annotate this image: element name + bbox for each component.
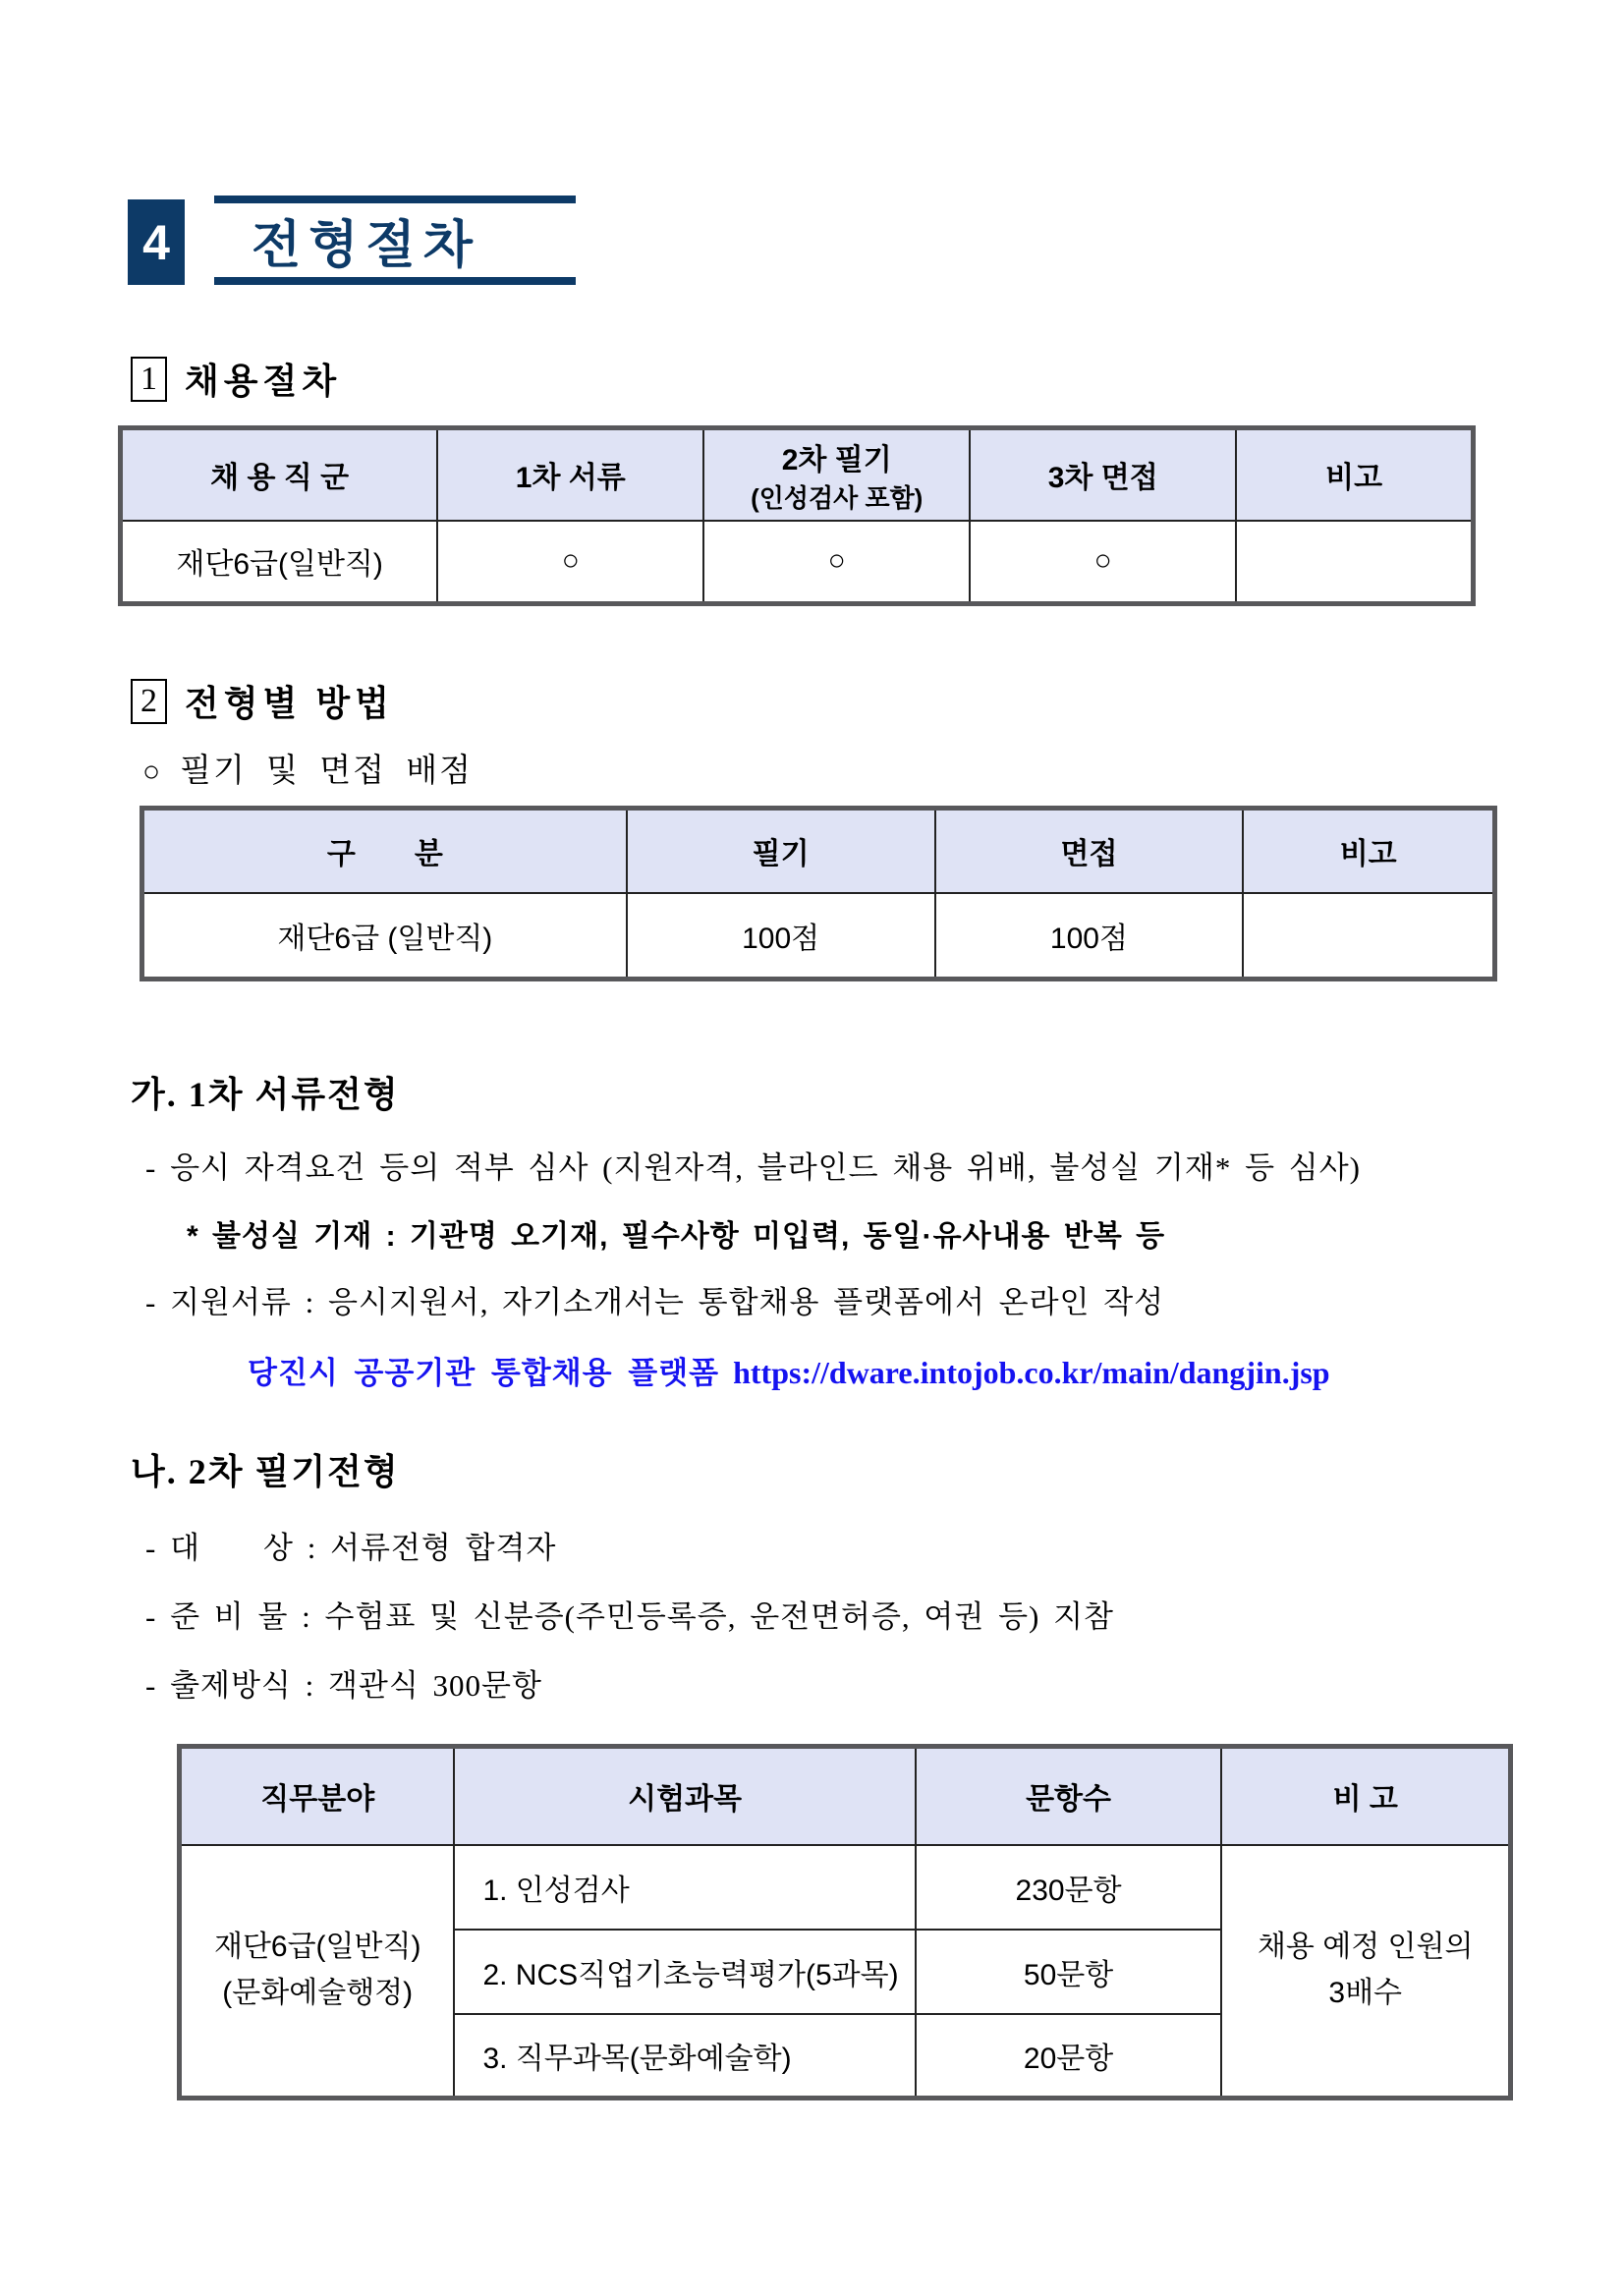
sectionB-line3: - 출제방식 : 객관식 300문항 bbox=[145, 1668, 542, 1703]
section1-marker: 1 bbox=[131, 357, 167, 402]
cell-job-field bbox=[180, 1845, 455, 2099]
banner-title-rule bbox=[214, 196, 576, 285]
header-step2-line1: 2차 필기 bbox=[781, 443, 892, 476]
header-written: 필기 bbox=[627, 809, 935, 893]
sectionA-note: * 불성실 기재 : 기관명 오기재, 필수사항 미입력, 동일·유사내용 반복 등 bbox=[187, 1220, 1166, 1253]
section2-title: 전형별 방법 bbox=[185, 684, 394, 723]
header-step1: 1차 서류 bbox=[437, 428, 703, 521]
sectionA-heading: 가. 1차 서류전형 bbox=[131, 1075, 400, 1114]
header-count: 문항수 bbox=[916, 1747, 1222, 1845]
sectionB-line1: - 대 상 : 서류전형 합격자 bbox=[145, 1531, 557, 1565]
page-title: 전형절차 bbox=[252, 217, 480, 274]
cell-category: 재단6급 (일반직) bbox=[142, 893, 627, 980]
recruitment-process-table bbox=[118, 425, 1476, 606]
header-note: 비 고 bbox=[1221, 1747, 1510, 1845]
sectionB-heading: 나. 2차 필기전형 bbox=[131, 1452, 400, 1491]
header-category: 구 분 bbox=[142, 809, 627, 893]
section1-heading bbox=[131, 354, 341, 404]
table-row bbox=[121, 521, 1474, 604]
bullet-text: 필기 및 면접 배점 bbox=[180, 754, 474, 789]
header-step2-line2: (인성검사 포함) bbox=[751, 482, 924, 513]
table-header-row bbox=[121, 428, 1474, 521]
table-header-row bbox=[180, 1747, 1511, 1845]
header-field: 직무분야 bbox=[180, 1747, 455, 1845]
cell-subject-1: 1. 인성검사 bbox=[454, 1845, 915, 1930]
header-step2 bbox=[703, 428, 970, 521]
cell-note bbox=[1243, 893, 1494, 980]
banner-number: 4 bbox=[142, 214, 170, 270]
platform-line bbox=[248, 1348, 1330, 1392]
note-line1: 채용 예정 인원의 bbox=[1257, 1931, 1474, 1964]
platform-url-link[interactable]: https://dware.intojob.co.kr/main/dangjin.jsp bbox=[733, 1355, 1330, 1390]
cell-step3-mark: ○ bbox=[970, 521, 1236, 604]
written-interview-score-bullet bbox=[142, 745, 473, 791]
section2-heading bbox=[131, 676, 394, 726]
table-row bbox=[142, 893, 1495, 980]
circle-bullet-icon: ○ bbox=[142, 756, 163, 788]
job-field-line2: (문화예술행정) bbox=[222, 1976, 414, 2009]
cell-step2-mark: ○ bbox=[703, 521, 970, 604]
cell-interview-score: 100점 bbox=[935, 893, 1244, 980]
banner-number-box bbox=[128, 199, 185, 285]
cell-subject-2: 2. NCS직업기초능력평가(5과목) bbox=[454, 1930, 915, 2014]
cell-count-2: 50문항 bbox=[916, 1930, 1222, 2014]
cell-count-1: 230문항 bbox=[916, 1845, 1222, 1930]
job-field-line1: 재단6급(일반직) bbox=[213, 1931, 421, 1964]
header-interview: 면접 bbox=[935, 809, 1244, 893]
cell-job-group: 재단6급(일반직) bbox=[121, 521, 438, 604]
written-exam-table bbox=[177, 1744, 1513, 2100]
platform-label: 당진시 공공기관 통합채용 플랫폼 bbox=[248, 1356, 720, 1390]
header-step3: 3차 면접 bbox=[970, 428, 1236, 521]
cell-subject-3: 3. 직무과목(문화예술학) bbox=[454, 2014, 915, 2099]
header-job-group: 채 용 직 군 bbox=[121, 428, 438, 521]
sectionA-line1: - 응시 자격요건 등의 적부 심사 (지원자격, 블라인드 채용 위배, 불성실 기재* 등 심사) bbox=[145, 1150, 1361, 1185]
header-note: 비고 bbox=[1243, 809, 1494, 893]
header-note: 비고 bbox=[1236, 428, 1473, 521]
sectionB-line2: - 준 비 물 : 수험표 및 신분증(주민등록증, 운전면허증, 여권 등) 지참 bbox=[145, 1599, 1114, 1634]
section2-marker: 2 bbox=[131, 679, 167, 724]
score-table bbox=[140, 806, 1497, 981]
header-subject: 시험과목 bbox=[454, 1747, 915, 1845]
cell-count-3: 20문항 bbox=[916, 2014, 1222, 2099]
note-line2: 3배수 bbox=[1328, 1976, 1403, 2009]
cell-note bbox=[1221, 1845, 1510, 2099]
cell-step1-mark: ○ bbox=[437, 521, 703, 604]
sectionA-line2: - 지원서류 : 응시지원서, 자기소개서는 통합채용 플랫폼에서 온라인 작성 bbox=[145, 1285, 1165, 1319]
section1-title: 채용절차 bbox=[185, 362, 342, 401]
table-header-row bbox=[142, 809, 1495, 893]
cell-note bbox=[1236, 521, 1473, 604]
table-row bbox=[180, 1845, 1511, 1930]
cell-written-score: 100점 bbox=[627, 893, 935, 980]
